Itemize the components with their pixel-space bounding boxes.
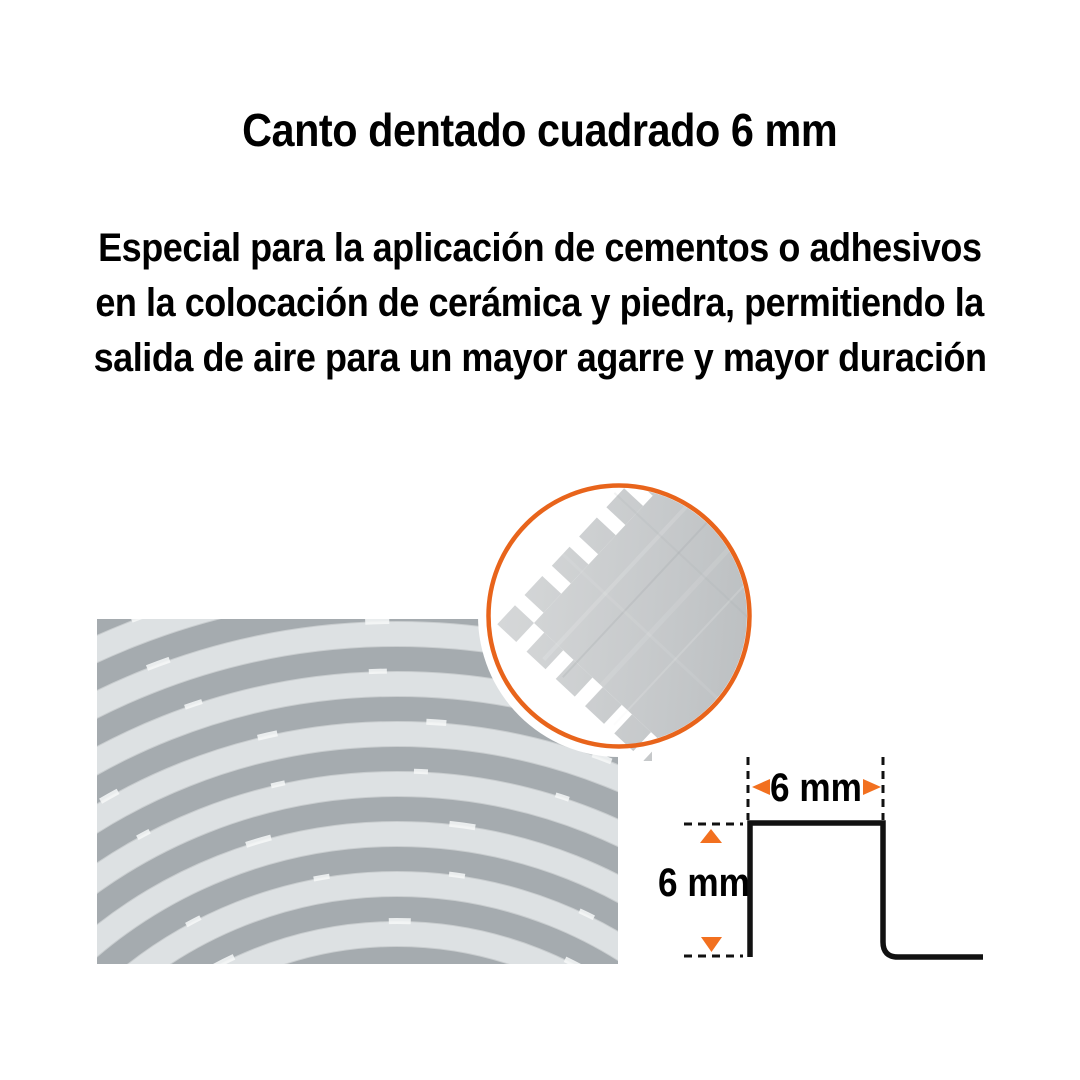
description-line: Especial para la aplicación de cementos o adhesivos xyxy=(98,226,982,270)
description-text xyxy=(0,221,1080,386)
description-line: en la colocación de cerámica y piedra, permitiendo la xyxy=(95,281,985,325)
tooth-profile-outline xyxy=(750,823,983,957)
width-arrow-right-icon xyxy=(863,779,881,795)
page-title xyxy=(0,104,1080,156)
page-title-text: Canto dentado cuadrado 6 mm xyxy=(242,104,838,156)
trowel-detail-svg xyxy=(474,471,764,761)
height-arrow-up-icon xyxy=(700,829,722,843)
tooth-dimension-svg xyxy=(640,740,1080,1000)
description-line: salida de aire para un mayor agarre y mayor duración xyxy=(93,336,987,380)
trowel-edge-detail-inset xyxy=(474,471,764,761)
height-arrow-down-icon xyxy=(701,937,722,952)
height-dimension-label: 6 mm xyxy=(658,859,750,905)
tooth-dimension-diagram xyxy=(640,740,1080,1000)
width-arrow-left-icon xyxy=(752,779,770,795)
width-dimension-label: 6 mm xyxy=(770,764,862,810)
